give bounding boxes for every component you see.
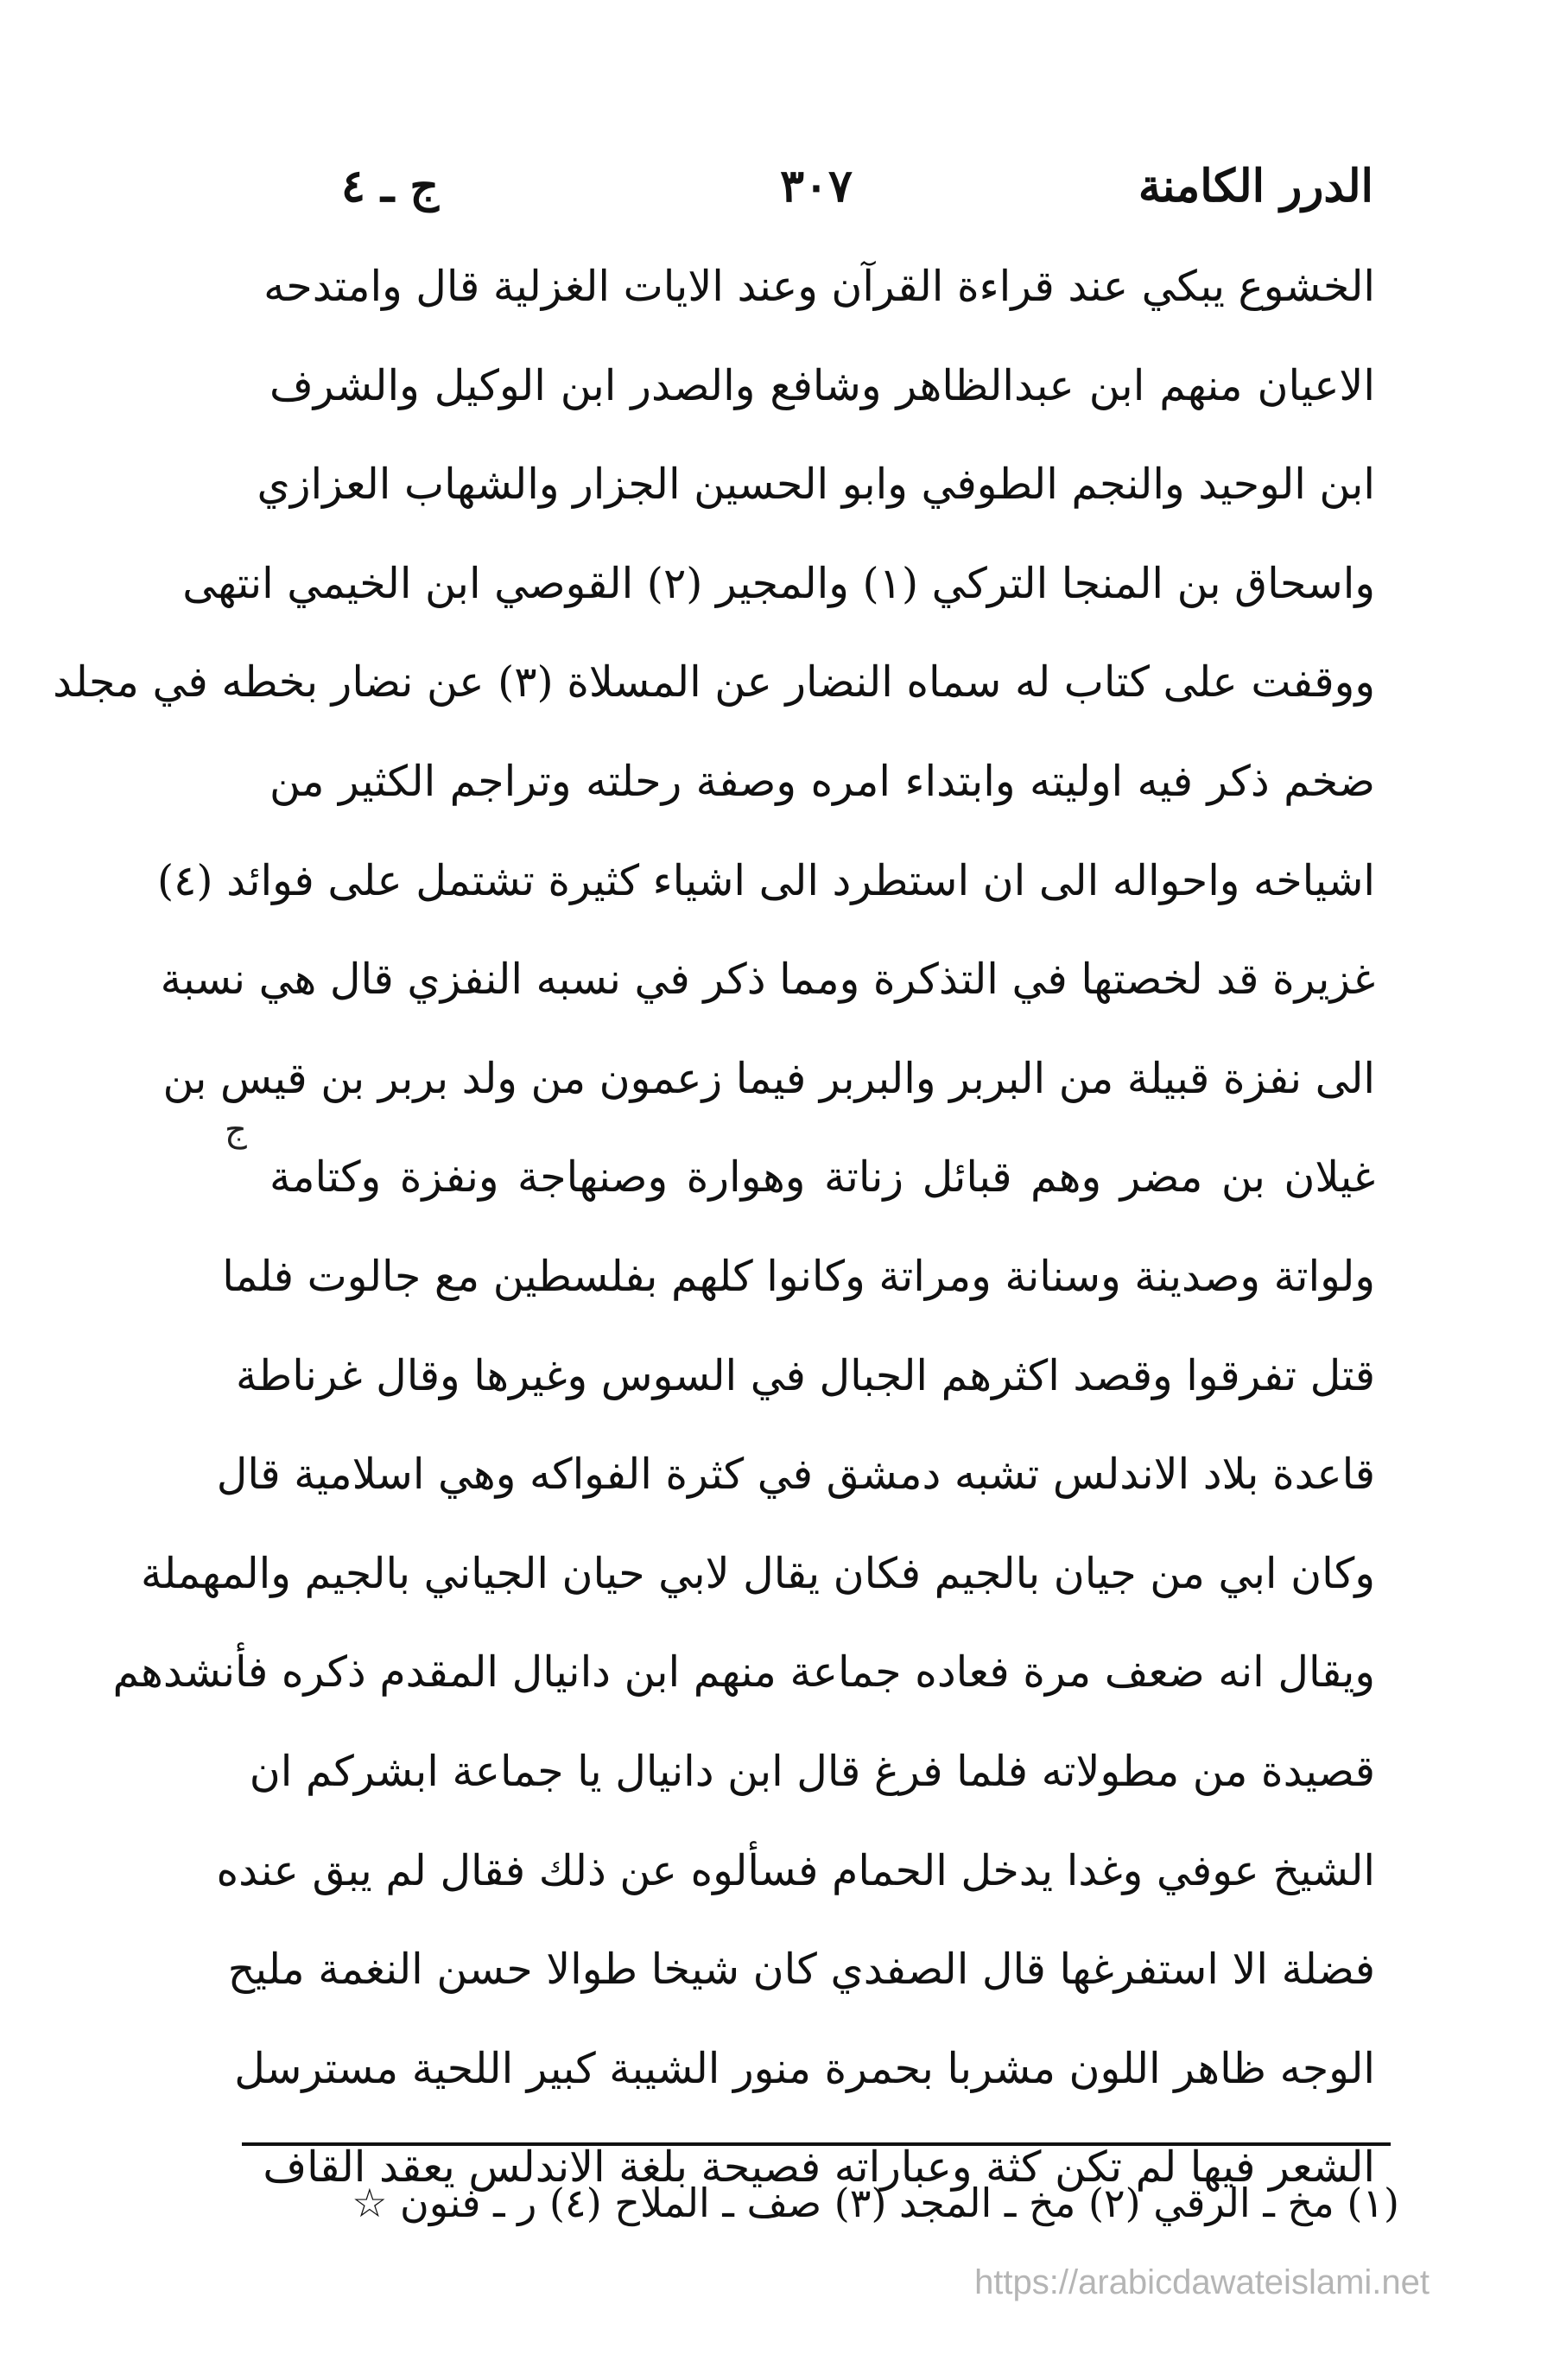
watermark: https://arabicdawateislami.net <box>974 2263 1430 2301</box>
text-line: قتل تفرقوا وقصد اكثرهم الجبال في السوس وغيرها وقال غرناطة <box>236 1350 1375 1400</box>
text-line: ضخم ذكر فيه اوليته وابتداء امره وصفة رحلته وتراجم الكثير من <box>269 756 1375 806</box>
text-line: الخشوع يبكي عند قراءة القرآن وعند الايات الغزلية قال وامتدحه <box>263 262 1375 311</box>
text-line: غيلان بن مضر وهم قبائل زناتة وهوارة وصنهاجة ونفزة وكتامة <box>269 1152 1375 1203</box>
text-line: ويقال انه ضعف مرة فعاده جماعة منهم ابن دانيال المقدم ذكره فأنشدهم <box>112 1647 1375 1698</box>
text-line: ولواتة وصدينة وسنانة ومراتة وكانوا كلهم بفلسطين مع جالوت فلما <box>222 1251 1375 1301</box>
text-line: فضلة الا استفرغها قال الصفدي كان شيخا طوالا حسن النغمة مليح <box>227 1945 1375 1995</box>
text-line: ووقفت على كتاب له سماه النضار عن المسلاة (٣) عن نضار بخطه في مجلد <box>53 657 1375 708</box>
text-line: غزيرة قد لخصتها في التذكرة ومما ذكر في نسبه النفزي قال هي نسبة <box>160 955 1375 1005</box>
text-line: قصيدة من مطولاته فلما فرغ قال ابن دانيال يا جماعة ابشركم ان <box>249 1746 1375 1796</box>
text-line: الى نفزة قبيلة من البربر والبربر فيما زعمون من ولد بربر بن قيس بن <box>162 1053 1375 1103</box>
text-line: الشعر فيها لم تكن كثة وعباراته فصيحة بلغة الاندلس يعقد القاف <box>263 2142 1375 2193</box>
book-title: الدرر الكامنة <box>1138 160 1373 213</box>
page-number: ٣٠٧ <box>780 160 853 213</box>
text-line: الاعيان منهم ابن عبدالظاهر وشافع والصدر ابن الوكيل والشرف <box>269 360 1375 410</box>
text-line: الوجه ظاهر اللون مشربا بحمرة منور الشيبة كبير اللحية مسترسل <box>234 2043 1375 2093</box>
text-line: قاعدة بلاد الاندلس تشبه دمشق في كثرة الفواكه وهي اسلامية قال <box>216 1450 1375 1500</box>
margin-mark: ج <box>225 1110 247 1150</box>
footnotes: (١) مخ ـ الرقي (٢) مخ ـ المجد (٣) صف ـ الملاح (٤) ر ـ فنون ☆ <box>352 2180 1399 2226</box>
text-line: ابن الوحيد والنجم الطوفي وابو الحسين الجزار والشهاب العزازي <box>257 460 1375 510</box>
footnote-divider <box>242 2142 1391 2146</box>
text-line: الشيخ عوفي وغدا يدخل الحمام فسألوه عن ذلك فقال لم يبق عنده <box>216 1845 1375 1895</box>
volume-number: ج ـ ٤ <box>341 160 439 213</box>
text-line: واسحاق بن المنجا التركي (١) والمجير (٢) القوصي ابن الخيمي انتهى <box>182 558 1375 608</box>
body-text <box>53 238 1375 2218</box>
text-line: اشياخه واحواله الى ان استطرد الى اشياء كثيرة تشتمل على فوائد (٤) <box>156 855 1375 905</box>
page-header <box>259 160 1373 238</box>
text-line: وكان ابي من جيان بالجيم فكان يقال لابي حيان الجياني بالجيم والمهملة <box>141 1548 1375 1598</box>
